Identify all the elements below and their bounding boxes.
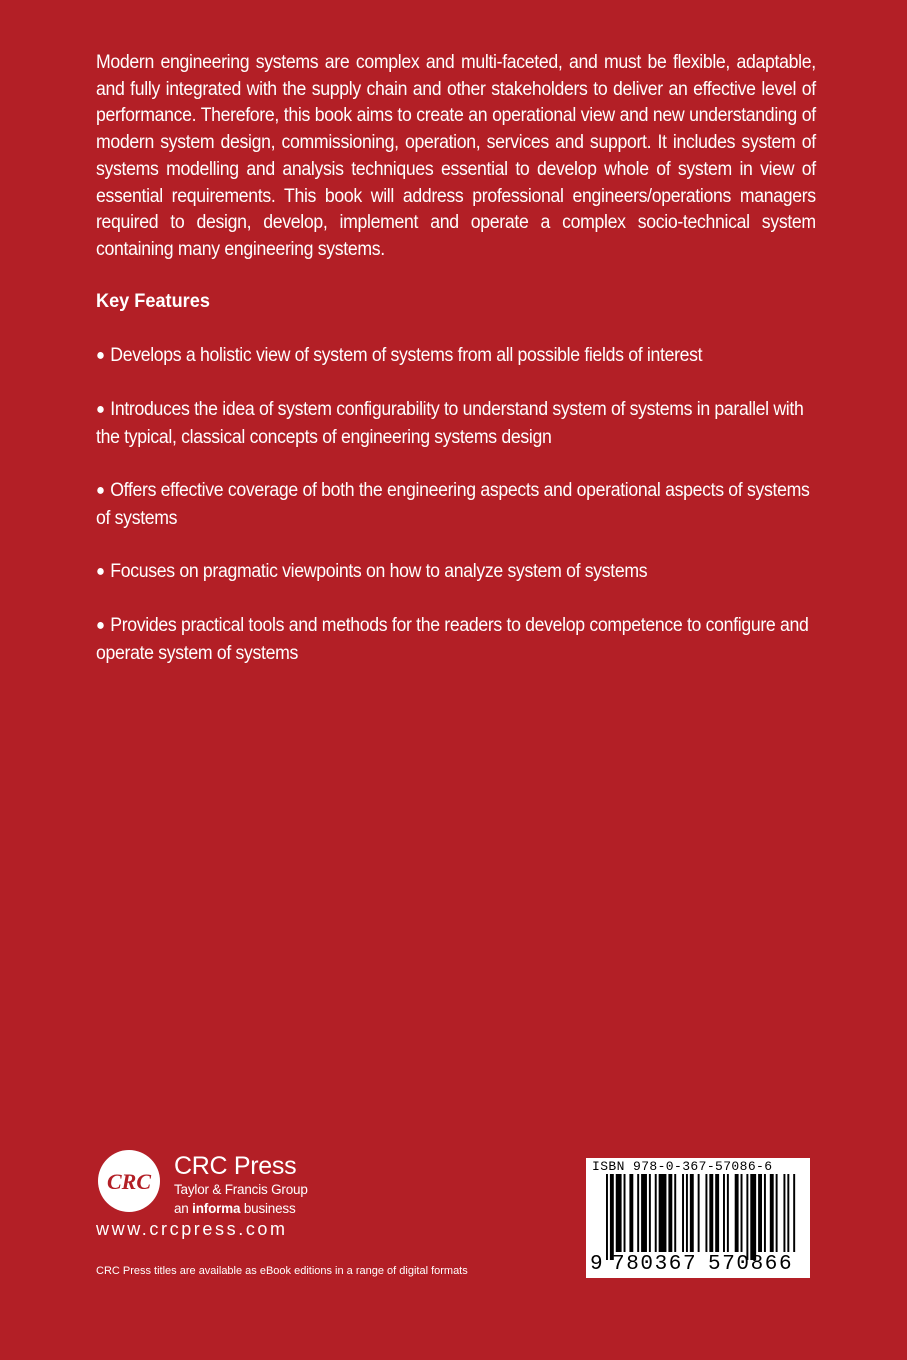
crc-logo-icon <box>96 1148 162 1214</box>
feature-text: Focuses on pragmatic viewpoints on how to analyze system of systems <box>110 561 648 583</box>
barcode-left-group: 780367 <box>612 1253 698 1276</box>
book-description: Modern engineering systems are complex and multi-faceted, and must be flexible, adaptable, and fully integrated with the supply chain and other stakeholders to deliver an effective level of performance. Therefore, this book aims to create an operational view and new understanding of modern system design, commissioning, operation, services and support. It includes system of systems modelling and analysis techniques essential to develop whole of system in view of essential requirements. This book will address professional engineers/operations managers required to design, develop, implement and operate a complex socio-technical system containing many engineering systems. <box>96 52 816 260</box>
publisher-tagline: an informa business <box>174 1201 296 1216</box>
publisher-group: Taylor & Francis Group <box>174 1182 308 1197</box>
feature-item <box>96 613 816 667</box>
feature-text: Offers effective coverage of both the engineering aspects and operational aspects of systems of systems <box>96 480 810 529</box>
bullet-icon: ● <box>96 347 105 364</box>
ebook-note: CRC Press titles are available as eBook editions in a range of digital formats <box>96 1265 468 1277</box>
bullet-icon: ● <box>96 617 105 635</box>
isbn-label: ISBN 978-0-367-57086-6 <box>592 1159 773 1174</box>
key-features-heading: Key Features <box>96 290 210 312</box>
feature-text: Provides practical tools and methods for the readers to develop competence to configure and operate system of systems <box>96 615 809 664</box>
publisher-website: www.crcpress.com <box>96 1219 288 1239</box>
feature-text: Develops a holistic view of system of systems from all possible fields of interest <box>110 345 703 366</box>
isbn-barcode <box>586 1158 810 1278</box>
logo-text: CRC <box>106 1169 152 1194</box>
key-features-list <box>96 343 816 694</box>
barcode-first-digit: 9 <box>590 1253 603 1276</box>
feature-text: Introduces the idea of system configurability to understand system of systems in parallel with the typical, classical concepts of engineering systems design <box>96 399 804 448</box>
bullet-icon: ● <box>96 482 105 500</box>
feature-item <box>96 559 816 587</box>
feature-item <box>96 478 816 532</box>
barcode-bars <box>586 1174 810 1260</box>
barcode-right-group: 570866 <box>708 1253 794 1276</box>
feature-item <box>96 343 816 371</box>
publisher-name: CRC Press <box>174 1152 297 1180</box>
barcode-digits <box>586 1253 810 1278</box>
feature-item <box>96 397 816 451</box>
bullet-icon: ● <box>96 563 105 581</box>
bullet-icon: ● <box>96 401 105 419</box>
